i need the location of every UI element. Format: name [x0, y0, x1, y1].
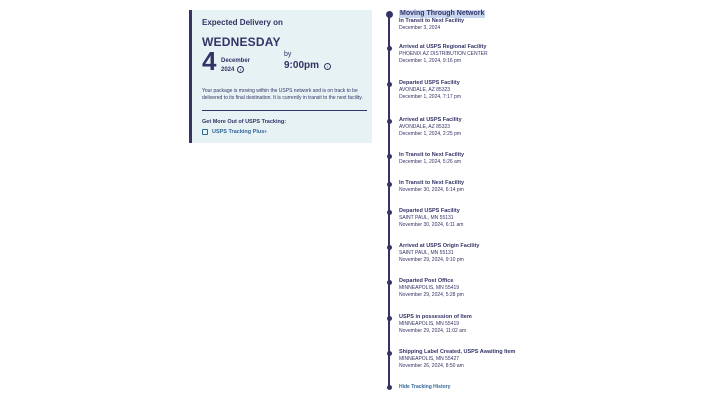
tracking-event-location: PHOENIX AZ DISTRIBUTION CENTER — [399, 51, 488, 57]
tracking-event-date: December 1, 2024, 5:26 am — [399, 159, 461, 165]
tracking-event-date: November 30, 2024, 6:14 pm — [399, 187, 464, 193]
tracking-event — [399, 349, 515, 369]
timeline-end-dot — [387, 385, 392, 390]
tracking-event-date: December 1, 2024, 2:25 pm — [399, 130, 461, 137]
tracking-event — [399, 243, 479, 263]
more-out-of-tracking-title: Get More Out of USPS Tracking: — [202, 119, 287, 125]
timeline-dot — [387, 119, 392, 124]
delivery-month: December — [221, 58, 251, 64]
tracking-event — [399, 180, 464, 194]
tracking-event-location: MINNEAPOLIS, MN 55419 — [399, 321, 460, 327]
tracking-event-date: December 1, 2024, 9:16 pm — [399, 57, 461, 64]
timeline-dot — [387, 280, 392, 285]
tracking-event — [399, 208, 463, 228]
timeline-dot — [387, 210, 392, 215]
tracking-event-location: SAINT PAUL, MN 55131 — [399, 215, 454, 221]
card-divider — [202, 110, 367, 111]
tracking-event-title: Arrived at USPS Facility — [399, 117, 462, 123]
timeline-line — [388, 13, 390, 386]
delivery-weekday: WEDNESDAY — [202, 35, 281, 49]
delivery-year-group — [221, 66, 244, 73]
tracking-event-title: Departed USPS Facility — [399, 208, 460, 214]
tracking-event-location: MINNEAPOLIS, MN 55419 — [399, 285, 460, 291]
timeline-dot — [387, 316, 392, 321]
tracking-event-title: Arrived at USPS Regional Facility — [399, 44, 487, 50]
tracking-event-date: November 26, 2024, 8:50 am — [399, 362, 464, 369]
tracking-event-location: AVONDALE, AZ 85323 — [399, 87, 451, 93]
timeline-dot — [387, 351, 392, 356]
tracking-event-location: AVONDALE, AZ 85323 — [399, 124, 451, 130]
tracking-event-date: November 29, 2024, 9:10 pm — [399, 256, 464, 263]
delivery-time: 9:00pm — [284, 60, 320, 71]
tracking-event-title: USPS in possession of Item — [399, 314, 472, 320]
tracking-event-date: November 30, 2024, 6:11 am — [399, 221, 464, 228]
delivery-year: 2024 — [221, 67, 235, 74]
timeline-dot — [387, 154, 392, 159]
info-icon[interactable]: i — [237, 66, 244, 73]
hide-tracking-history-link[interactable]: Hide Tracking History — [399, 384, 451, 390]
tracking-event-date: December 3, 2024 — [399, 25, 441, 31]
tracking-event-title: In Transit to Next Facility — [399, 152, 465, 158]
tracking-event-title: Departed USPS Facility — [399, 80, 460, 86]
tracking-event — [399, 18, 464, 32]
delivery-status-description: Your package is moving within the USPS network and is on track to be delivered to its final destination. It is currently in transit to the next facility. — [202, 88, 363, 101]
registered-mark: ® — [264, 130, 267, 134]
time-info-icon[interactable]: i — [324, 63, 331, 70]
tracking-event-title: In Transit to Next Facility — [399, 18, 465, 24]
tracking-event-title: Shipping Label Created, USPS Awaiting Item — [399, 349, 516, 355]
calendar-icon — [202, 129, 208, 135]
expected-delivery-label: Expected Delivery on — [202, 18, 283, 27]
delivery-day-number: 4 — [202, 46, 217, 76]
tracking-event-date: November 29, 2024, 5:28 pm — [399, 291, 464, 298]
tracking-event-title: In Transit to Next Facility — [399, 180, 465, 186]
timeline-dot — [387, 82, 392, 87]
tracking-event-date: December 1, 2024, 7:17 pm — [399, 93, 461, 100]
tracking-event-title: Arrived at USPS Origin Facility — [399, 243, 480, 249]
tracking-event — [399, 152, 464, 166]
usps-tracking-plus-link[interactable] — [202, 129, 363, 135]
timeline-dot — [387, 182, 392, 187]
tracking-event — [399, 278, 464, 298]
tracking-event-title: Departed Post Office — [399, 278, 454, 284]
tracking-event — [399, 314, 472, 334]
timeline-current-dot — [386, 11, 393, 18]
tracking-event — [399, 80, 461, 100]
expected-delivery-card — [189, 10, 372, 143]
tracking-history-timeline — [386, 10, 586, 395]
tracking-event — [399, 117, 462, 137]
usps-tracking-plus-label: USPS Tracking Plus — [212, 129, 265, 135]
timeline-dot — [387, 245, 392, 250]
delivery-date-row — [202, 46, 363, 80]
timeline-heading: Moving Through Network — [400, 10, 485, 17]
tracking-event — [399, 44, 488, 64]
tracking-event-date: November 29, 2024, 11:02 am — [399, 327, 467, 334]
delivery-by-label: by — [284, 51, 292, 58]
timeline-dot — [387, 46, 392, 51]
tracking-event-location: MINNEAPOLIS, MN 55427 — [399, 356, 460, 362]
tracking-event-location: SAINT PAUL, MN 55131 — [399, 250, 454, 256]
